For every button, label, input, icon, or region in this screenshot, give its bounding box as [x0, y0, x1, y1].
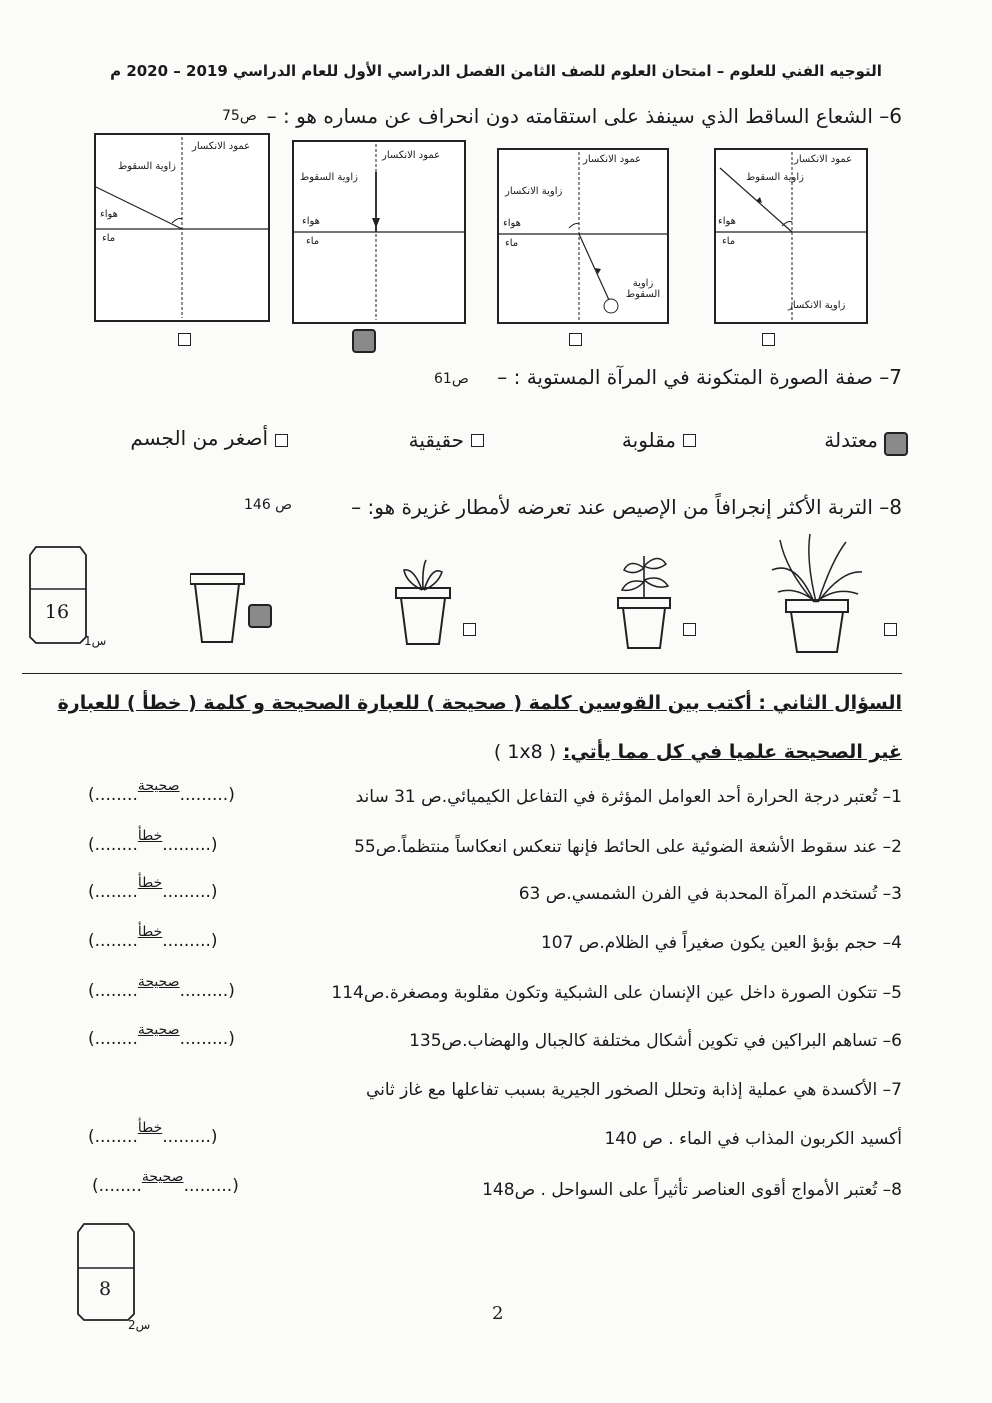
ray-diagram-1 — [714, 148, 868, 324]
section-2-subtitle — [494, 741, 902, 763]
diagram-2-refraction-label: زاوية الانكسار — [505, 186, 563, 197]
exam-header: التوجيه الفني للعلوم – امتحان العلوم للصف الثامن الفصل الدراسي الأول للعام الدراسي 2019 – 2020 م — [110, 62, 882, 80]
section-2-line2: غير الصحيحة علميا في كل مما يأتي: — [562, 741, 902, 763]
answer-4-word: خطأ — [137, 924, 163, 940]
q7-option-2-checkbox[interactable] — [683, 434, 696, 447]
diagram-1-water-label: ماء — [722, 236, 736, 247]
statement-6: 6– تساهم البراكين في تكوين أشكال مختلفة كالجبال والهضاب.ص135 — [409, 1031, 902, 1051]
diagram-3-incidence-label: زاوية السقوط — [300, 172, 358, 183]
score-box-q2-label: س2 — [128, 1318, 151, 1332]
diagram-1-normal-label: عمود الانكسار — [794, 154, 853, 165]
answer-7[interactable]: (........$^{خطأ}$.........) — [88, 1120, 218, 1147]
answer-1[interactable]: (........$^{صحيحة}$.........) — [88, 778, 235, 805]
answer-2[interactable]: (........$^{خطأ}$.........) — [88, 828, 218, 855]
q8-option-4-checkbox-selected[interactable] — [248, 604, 272, 628]
q7-option-4-label: أصغر من الجسم — [130, 426, 268, 450]
question-7-text: 7– صفة الصورة المتكونة في المرآة المستوية : – — [497, 365, 902, 389]
score-box-q1-label: س1 — [84, 634, 107, 648]
statement-5: 5– تتكون الصورة داخل عين الإنسان على الشبكية وتكون مقلوبة ومصغرة.ص114 — [331, 983, 902, 1003]
diagram-1-air-label: هواء — [718, 216, 736, 227]
q8-option-2-checkbox[interactable] — [683, 623, 696, 636]
page-number: 2 — [492, 1303, 504, 1324]
pot-empty-icon — [190, 570, 250, 650]
q8-option-3-checkbox[interactable] — [463, 623, 476, 636]
section-2-title-prefix: السؤال الثاني — [772, 692, 902, 714]
pot-medium-plant-icon — [616, 548, 676, 652]
diagram-4-normal-label: عمود الانكسار — [192, 141, 251, 152]
question-8 — [351, 495, 902, 519]
section-2-marks: ( 1x8 ) — [493, 741, 557, 763]
q6-option-1-checkbox[interactable] — [762, 333, 775, 346]
question-8-ref: ص 146 — [244, 497, 293, 513]
diagram-2-air-label: هواء — [503, 218, 521, 229]
answer-4[interactable]: (........$^{خطأ}$.........) — [88, 924, 218, 951]
section-divider — [22, 673, 902, 674]
section-2-title — [58, 692, 902, 714]
pot-small-plant-icon — [392, 548, 456, 648]
q7-option-4-checkbox[interactable] — [275, 434, 288, 447]
diagram-4-water-label: ماء — [102, 233, 116, 244]
statement-7: 7– الأكسدة هي عملية إذابة وتحلل الصخور الجيرية بسبب تفاعلها مع غاز ثاني — [365, 1080, 902, 1100]
section-2-title-rest: : أكتب بين القوسين كلمة ( صحيحة ) للعبارة الصحيحة و كلمة ( خطأ ) للعبارة — [57, 692, 766, 714]
question-6 — [267, 104, 902, 128]
answer-1-word: صحيحة — [137, 778, 180, 794]
answer-7-word: خطأ — [137, 1120, 163, 1136]
diagram-4-air-label: هواء — [100, 209, 118, 220]
q7-option-1-label: معتدلة — [824, 428, 878, 452]
diagram-4-incidence-label: زاوية السقوط — [118, 161, 176, 172]
score-box-q1-value: 16 — [44, 601, 70, 623]
answer-6-word: صحيحة — [137, 1022, 180, 1038]
diagram-3-water-label: ماء — [306, 236, 320, 247]
q6-option-3-checkbox-selected[interactable] — [352, 329, 376, 353]
question-6-text: 6– الشعاع الساقط الذي سينفذ على استقامته دون انحراف عن مساره هو : – — [266, 104, 902, 128]
statement-8: 8– تُعتبر الأمواج أقوى العناصر تأثيراً على السواحل . ص148 — [482, 1180, 902, 1200]
q7-option-1-checkbox-selected[interactable] — [884, 432, 908, 456]
q7-option-2-label: مقلوبة — [621, 428, 676, 452]
answer-3-word: خطأ — [137, 875, 163, 891]
pot-large-plant-icon — [766, 530, 866, 654]
answer-5-word: صحيحة — [137, 974, 180, 990]
question-7-ref: ص61 — [434, 371, 469, 387]
ray-diagram-3-drawing — [294, 142, 464, 322]
diagram-2-water-label: ماء — [505, 238, 519, 249]
statement-7-cont: أكسيد الكربون المذاب في الماء . ص 140 — [604, 1129, 902, 1149]
score-box-q1-frame — [28, 545, 88, 645]
answer-5[interactable]: (........$^{صحيحة}$.........) — [88, 974, 235, 1001]
answer-8-word: صحيحة — [141, 1169, 184, 1185]
diagram-3-air-label: هواء — [302, 216, 320, 227]
score-box-q2 — [76, 1222, 134, 1320]
q8-option-1-checkbox[interactable] — [884, 623, 897, 636]
diagram-1-incidence-label: زاوية السقوط — [746, 172, 804, 183]
ray-diagram-3 — [292, 140, 466, 324]
q6-option-2-checkbox[interactable] — [569, 333, 582, 346]
diagram-3-normal-label: عمود الانكسار — [382, 150, 441, 161]
statement-2: 2– عند سقوط الأشعة الضوئية على الحائط فإنها تنعكس انعكاساً منتظماً.ص55 — [354, 837, 902, 857]
diagram-1-refraction-label: زاوية الانكسار — [788, 300, 846, 311]
answer-3[interactable]: (........$^{خطأ}$.........) — [88, 875, 218, 902]
answer-2-word: خطأ — [137, 828, 163, 844]
answer-6[interactable]: (........$^{صحيحة}$.........) — [88, 1022, 235, 1049]
answer-8[interactable]: (........$^{صحيحة}$.........) — [92, 1169, 239, 1196]
question-6-ref: ص75 — [222, 108, 257, 124]
question-8-text: 8– التربة الأكثر إنجرافاً من الإصيص عند تعرضه لأمطار غزيرة هو: – — [351, 495, 902, 519]
q6-option-4-checkbox[interactable] — [178, 333, 191, 346]
diagram-2-incidence-label: زاوية السقوط — [625, 278, 661, 300]
statement-1: 1– تُعتبر درجة الحرارة أحد العوامل المؤثرة في التفاعل الكيميائي.ص 31 ساند — [355, 787, 902, 807]
score-box-q2-value: 8 — [98, 1278, 112, 1300]
statement-3: 3– تُستخدم المرآة المحدبة في الفرن الشمسي.ص 63 — [518, 884, 902, 904]
question-7 — [497, 365, 902, 389]
score-box-q2-frame — [76, 1222, 136, 1322]
statement-4: 4– حجم بؤبؤ العين يكون صغيراً في الظلام.ص 107 — [540, 933, 902, 953]
q7-option-3-label: حقيقية — [408, 428, 464, 452]
diagram-2-normal-label: عمود الانكسار — [583, 154, 642, 165]
q7-option-3-checkbox[interactable] — [471, 434, 484, 447]
ray-diagram-4 — [94, 133, 270, 322]
score-box-q1 — [28, 545, 86, 643]
ray-diagram-2 — [497, 148, 669, 324]
